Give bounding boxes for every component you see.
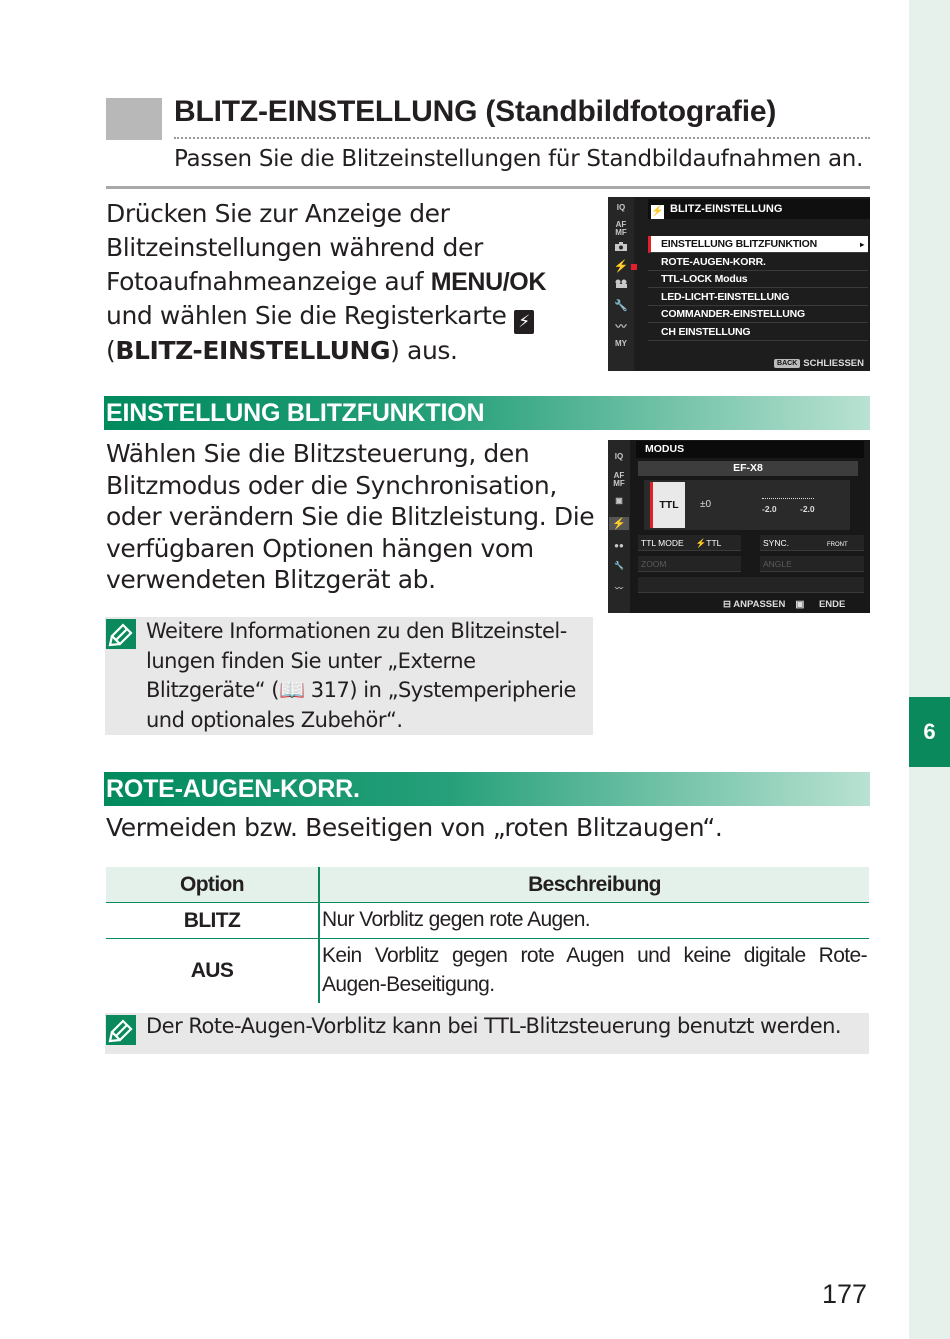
page-number: 177 [822,1279,868,1309]
ttl-mode-label: TTL MODE [641,538,684,548]
af-mf-tab-icon: AF MF [613,471,625,488]
section-heading-einstellung-blitzfunktion: EINSTELLUNG BLITZFUNKTION [104,396,870,430]
flash-tab-icon: ⚡ [514,310,534,334]
note-pencil-icon [106,619,136,649]
ttl-mode-value: ⚡TTL [695,538,722,548]
mode-sidebar [608,440,630,613]
option-cell: BLITZ [106,903,319,939]
camera-tab-icon [611,242,631,253]
chapter-tab: 6 [909,697,950,767]
note-box-ttl [105,1013,869,1054]
column-header-description: Beschreibung [319,867,869,903]
page-subtitle: Passen Sie die Blitzeinstellungen für Standbildaufnahmen an. [174,146,864,172]
menu-item-commander-einstellung[interactable]: COMMANDER-EINSTELLUNG [648,306,868,323]
menu-item-led-licht-einstellung[interactable]: LED-LICHT-EINSTELLUNG [648,289,868,306]
connection-tab-icon: 〰 [615,584,623,593]
menu-item-ch-einstellung[interactable]: CH EINSTELLUNG [648,324,868,341]
iq-tab-icon: IQ [616,203,626,212]
intro-text-part: und wählen Sie die Registerkarte [106,301,515,330]
flash-icon: ⚡ [651,206,664,217]
flash-compensation: ±0 [700,499,712,510]
option-cell: AUS [106,939,319,1004]
note-text: Weitere Informationen zu den Blitzeinstellungen finden Sie unter „Externe Blitzgeräte“ (📖 317) in „Systemperipherie und optionales Zubehör“. [146,619,576,732]
description-cell: Nur Vorblitz gegen rote Augen. [319,903,869,939]
table-header-row [106,867,869,903]
intro-text-part: ( [106,336,116,365]
camera-flash-mode-screen [608,440,870,613]
description-cell: Kein Vorblitz gegen rote Augen und keine digitale Rote-Augen-Beseitigung. [322,944,867,996]
title-divider [106,186,870,189]
page-title: BLITZ-EINSTELLUNG (Standbildfotografie) [174,95,777,128]
menu-item-ttl-lock-modus[interactable]: TTL-LOCK Modus [648,271,868,288]
flash-tab-icon: ⚡ [613,259,629,273]
intro-paragraph [106,197,596,368]
column-header-option: Option [106,867,319,903]
note-pencil-icon [106,1015,136,1045]
intro-text-part: ) aus. [390,336,458,365]
section2-paragraph: Vermeiden bzw. Beseitigen von „roten Blitzaugen“. [106,813,723,842]
adjust-key-icon: ⊟ [723,599,734,610]
sync-value: FRONT [826,542,848,548]
menu-item-label: EINSTELLUNG BLITZFUNKTION [661,238,817,250]
back-key-icon: BACK [774,359,800,368]
mode-header: MODUS [636,441,864,458]
menu-footer [774,358,864,369]
ttl-mode-row[interactable] [638,535,741,551]
title-dotted-rule [174,137,870,139]
angle-row: ANGLE [760,556,864,572]
menu-sidebar [608,197,634,371]
section1-paragraph: Wählen Sie die Blitzsteuerung, den Blitzmodus oder die Synchronisation, oder verändern Sie die Blitzleistung. Die verfügbaren Optionen hängen vom verwendeten Blitzgerät ab. [106,439,595,594]
menu-item-einstellung-blitzfunktion[interactable] [648,236,868,253]
menu-header-label: BLITZ-EINSTELLUNG [670,203,783,215]
movie-tab-icon: ●● [614,541,624,550]
camera-menu-screen-flash-settings [608,197,870,371]
mode-footer [723,599,845,610]
adjust-label: ANPASSEN [733,599,786,610]
af-mf-tab-icon: AF MF [615,220,627,237]
flash-tab-icon: ⚡ [609,517,629,530]
intro-text-part: Drücken Sie zur Anzeige der Blitzeinstellungen während der Fotoaufnahmeanzeige auf [106,199,483,296]
options-table [106,867,869,1003]
table-row [106,939,869,1004]
selected-tab-marker [631,264,637,270]
empty-row [638,577,864,593]
note-text: Der Rote-Augen-Vorblitz kann bei TTL-Blitzsteuerung benutzt werden. [146,1014,842,1038]
sync-row[interactable] [760,535,864,551]
flash-device-name: EF-X8 [638,461,858,476]
scale-right-label: -2.0 [800,504,815,514]
my-menu-tab-icon: MY [615,339,627,348]
table-row [106,903,869,939]
menu-item-rote-augen-korr[interactable]: ROTE-AUGEN-KORR. [648,254,868,271]
note-box-more-info [105,617,593,735]
movie-tab-icon [611,279,631,290]
connection-tab-icon: 〰 [615,321,627,333]
sync-label: SYNC. [763,538,789,548]
chevron-right-icon: ▸ [860,240,864,249]
title-marker-block [106,98,162,140]
chapter-side-strip [909,0,950,1339]
section-heading-rote-augen-korr: ROTE-AUGEN-KORR. [104,772,870,806]
ok-key-icon: ▣ [795,599,807,610]
wrench-tab-icon: 🔧 [614,300,628,312]
wrench-tab-icon: 🔧 [614,561,624,570]
zoom-row: ZOOM [638,556,741,572]
end-label: ENDE [818,599,846,610]
close-label: SCHLIESSEN [803,358,864,369]
iq-tab-icon: IQ [614,452,624,461]
camera-tab-icon: ▣ [615,496,623,505]
tab-name-label: BLITZ-EINSTELLUNG [115,336,391,365]
menu-ok-key-label: MENU/OK [430,268,546,296]
flash-mode-ttl[interactable]: TTL [650,482,685,528]
scale-left-label: -2.0 [762,504,777,514]
menu-header [648,199,870,219]
